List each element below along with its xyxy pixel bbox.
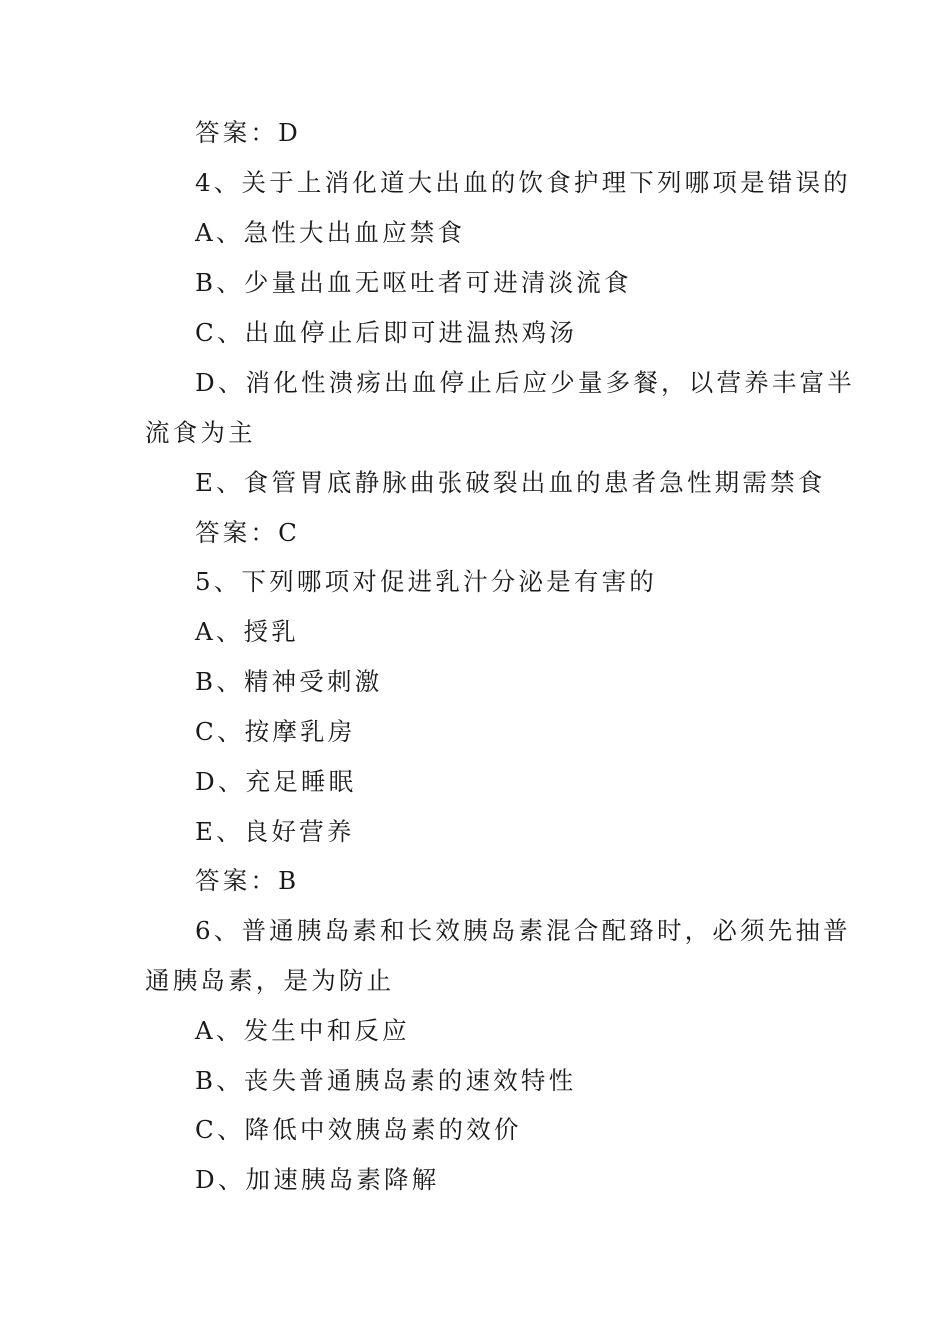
question-6: 6、普通胰岛素和长效胰岛素混合配臵时，必须先抽普 [195,916,851,945]
q4-option-b: B、少量出血无呕吐者可进清淡流食 [195,268,632,297]
q5-option-c: C、按摩乳房 [195,717,356,746]
question-6-continued: 通胰岛素，是为防止 [145,966,395,995]
q4-option-a: A、急性大出血应禁食 [195,218,466,247]
q6-option-d: D、加速胰岛素降解 [195,1165,440,1194]
q4-option-d: D、消化性溃疡出血停止后应少量多餐，以营养丰富半 [195,368,855,397]
question-4: 4、关于上消化道大出血的饮食护理下列哪项是错误的 [195,168,851,197]
q6-option-b: B、丧失普通胰岛素的速效特性 [195,1066,577,1095]
q4-option-e: E、食管胃底静脉曲张破裂出血的患者急性期需禁食 [195,468,826,497]
q5-option-d: D、充足睡眠 [195,767,357,796]
q5-option-a: A、授乳 [195,617,299,646]
question-5: 5、下列哪项对促进乳汁分泌是有害的 [195,567,657,596]
q4-option-c: C、出血停止后即可进温热鸡汤 [195,318,578,347]
answer-3: 答案：D [195,118,301,147]
q5-option-b: B、精神受刺激 [195,667,383,696]
answer-5: 答案：B [195,866,300,895]
q6-option-a: A、发生中和反应 [195,1016,410,1045]
q5-option-e: E、良好营养 [195,817,355,846]
answer-4: 答案：C [195,518,301,547]
q6-option-c: C、降低中效胰岛素的效价 [195,1115,522,1144]
q4-option-d-continued: 流食为主 [145,418,256,447]
